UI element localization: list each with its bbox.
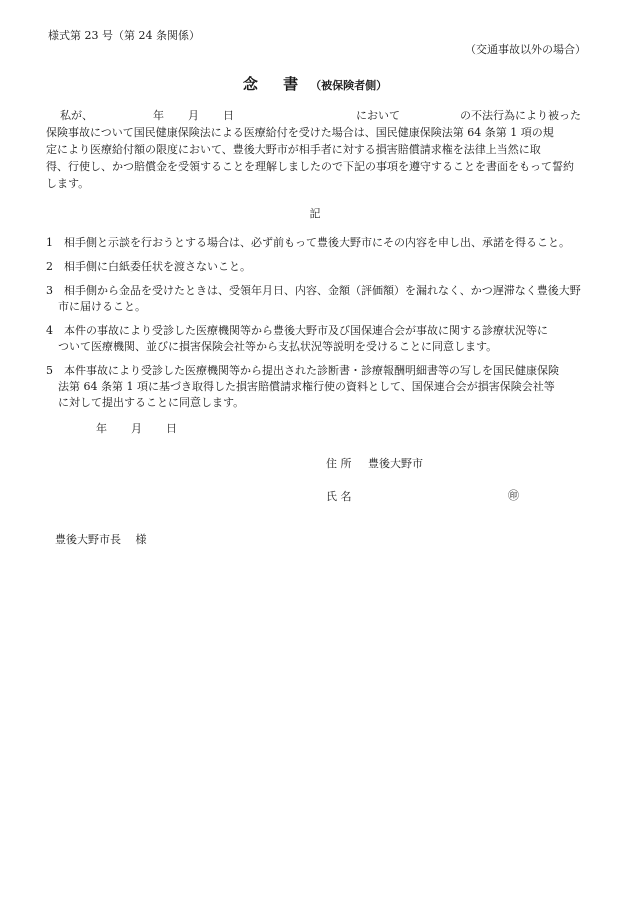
recipient: 豊後大野市長 様: [55, 533, 147, 546]
intro-location-suffix: において: [356, 109, 400, 122]
list-item: [46, 259, 586, 275]
intro-line-1: [46, 107, 586, 124]
seal-mark: ㊞: [508, 489, 519, 502]
item-line: 市に届けること。: [58, 300, 146, 313]
title-sub: （被保険者側）: [310, 79, 388, 92]
intro-line-4: 得、行使し、かつ賠償金を受領することを理解しましたので下記の事項を遵守することを書面をもって誓約: [46, 160, 574, 173]
item-line: に対して提出することに同意します。: [58, 396, 245, 409]
document-title: [0, 73, 630, 94]
item-line: 5 本件事故により受診した医療機関等から提出された診断書・診療報酬明細書等の写しを国民健康保険: [46, 364, 559, 377]
name-label: 氏 名: [326, 490, 352, 503]
date-line: [96, 420, 177, 436]
list-item: [46, 283, 586, 315]
ki-heading: 記: [309, 207, 321, 220]
items-list: [46, 235, 586, 419]
item-line: ついて医療機関、並びに損害保険会社等から支払状況等説明を受けることに同意します。: [58, 340, 498, 353]
item-line: 4 本件の事故により受診した医療機関等から豊後大野市及び国保連合会が事故に関する診療状況等に: [46, 324, 548, 337]
scope-note: （交通事故以外の場合）: [465, 43, 586, 56]
item-line: 1 相手側と示談を行おうとする場合は、必ず前もって豊後大野市にその内容を申し出、承諾を得ること。: [46, 236, 570, 249]
form-number: 様式第 23 号（第 24 条関係）: [48, 29, 200, 42]
item-line: 法第 64 条第 1 項に基づき取得した損害賠償請求権行使の資料として、国保連合会が損害保険会社等: [58, 380, 555, 393]
list-item: [46, 323, 586, 355]
intro-month: 月: [188, 109, 199, 122]
date-day: 日: [166, 422, 177, 435]
intro-line-2: 保険事故について国民健康保険法による医療給付を受けた場合は、国民健康保険法第 64 条第 1 項の規: [46, 126, 554, 139]
item-line: 3 相手側から金品を受けたときは、受領年月日、内容、金額（評価額）を漏れなく、かつ遅滞なく豊後大野: [46, 284, 581, 297]
intro-i: 私が、: [60, 109, 93, 122]
date-year: 年: [96, 422, 107, 435]
title-main: 念 書: [242, 75, 309, 93]
address-value: 豊後大野市: [368, 457, 423, 470]
address-label: 住 所: [326, 457, 352, 470]
list-item: [46, 235, 586, 251]
intro-paragraph: [46, 107, 586, 192]
intro-day: 日: [223, 109, 234, 122]
intro-year: 年: [153, 109, 164, 122]
item-line: 2 相手側に白紙委任状を渡さないこと。: [46, 260, 251, 273]
intro-line-3: 定により医療給付額の限度において、豊後大野市が相手者に対する損害賠償請求権を法律上当然に取: [46, 143, 541, 156]
list-item: [46, 363, 586, 411]
intro-act-suffix: の不法行為により被った: [460, 109, 581, 122]
intro-line-5: します。: [46, 177, 90, 190]
date-month: 月: [131, 422, 142, 435]
